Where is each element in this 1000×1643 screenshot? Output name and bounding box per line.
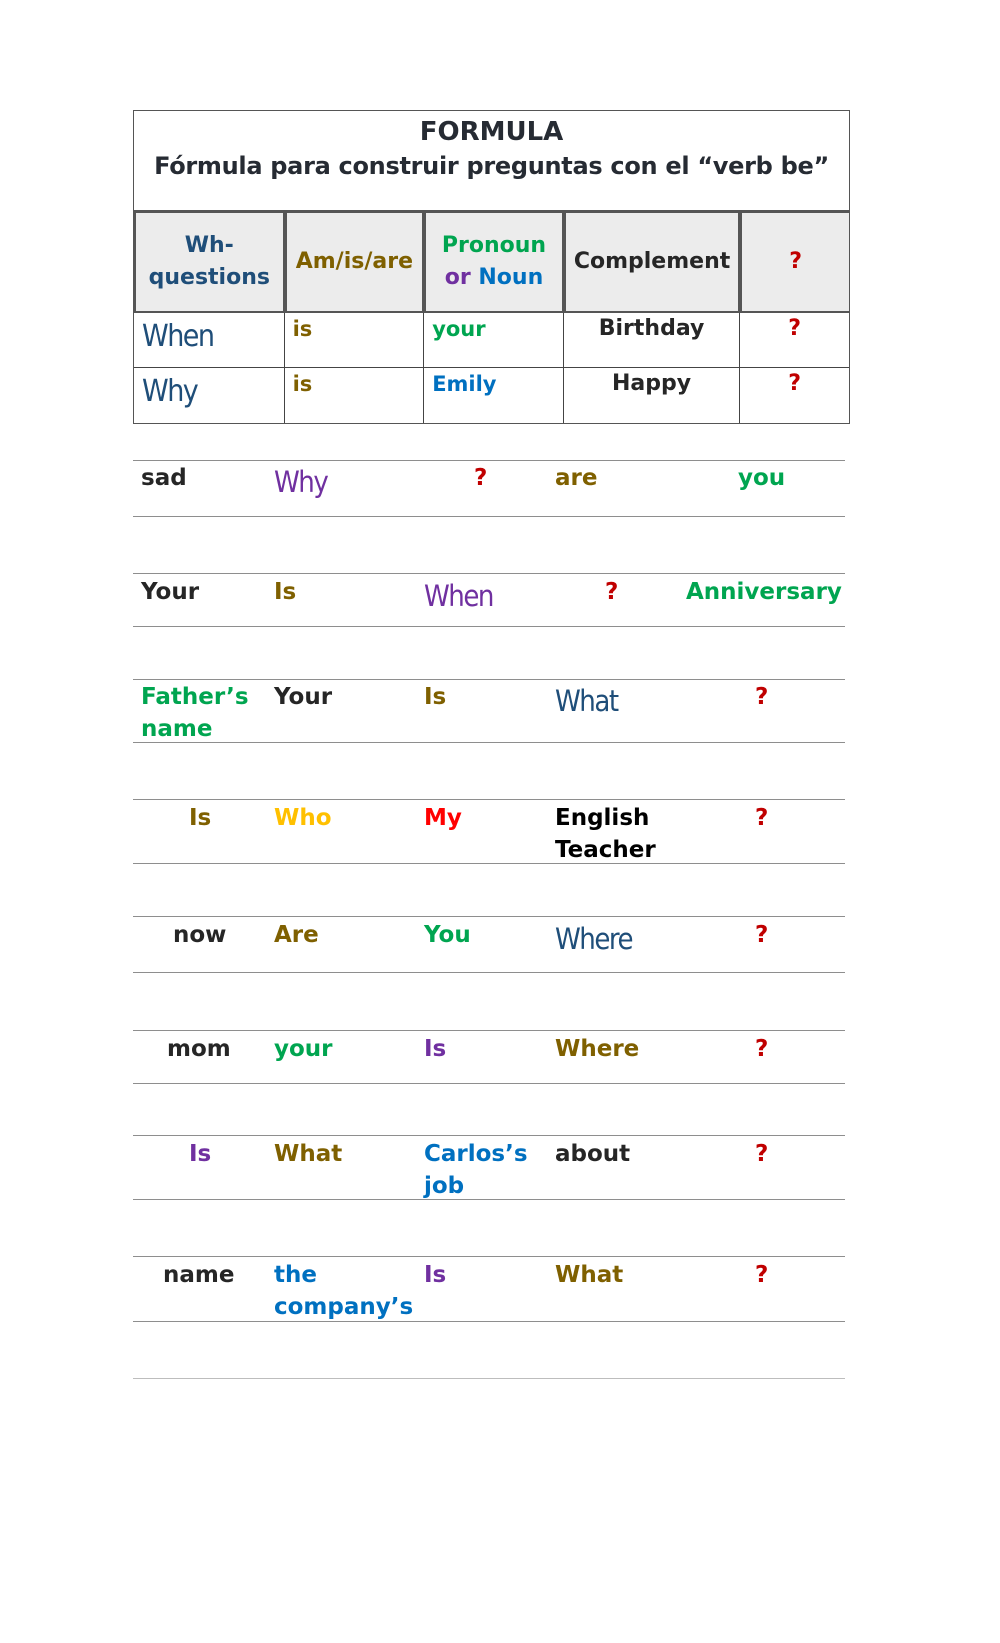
scrambled-word[interactable]: you bbox=[738, 465, 786, 491]
example-pronoun-text: Emily bbox=[432, 372, 497, 396]
header-or-label: or bbox=[444, 265, 479, 290]
scrambled-word[interactable]: Is bbox=[424, 1262, 447, 1288]
example-complement-text: Birthday bbox=[598, 316, 705, 341]
header-verb-be bbox=[285, 211, 425, 313]
scrambled-word[interactable]: English Teacher bbox=[555, 805, 656, 863]
scrambled-word[interactable]: about bbox=[555, 1141, 631, 1167]
example-verb bbox=[285, 313, 425, 368]
header-wh-line1: Wh- bbox=[184, 233, 234, 258]
formula-example-row bbox=[134, 313, 849, 368]
question-mark-icon[interactable]: ? bbox=[755, 684, 769, 710]
divider bbox=[133, 679, 845, 680]
scrambled-word[interactable]: sad bbox=[141, 465, 187, 491]
scrambled-word[interactable]: Is bbox=[189, 805, 212, 831]
answer-line[interactable] bbox=[133, 1199, 845, 1200]
answer-line[interactable] bbox=[133, 863, 845, 864]
scrambled-word[interactable]: Where bbox=[555, 1036, 640, 1062]
example-pronoun bbox=[424, 313, 564, 368]
scrambled-word[interactable]: your bbox=[274, 1036, 333, 1062]
scrambled-word[interactable]: Is bbox=[424, 1036, 447, 1062]
scrambled-word[interactable]: Where bbox=[555, 922, 633, 956]
formula-header-row bbox=[134, 211, 849, 313]
header-pronoun-label: Pronoun bbox=[441, 233, 547, 258]
scrambled-word[interactable]: mom bbox=[167, 1036, 231, 1062]
example-verb-text: is bbox=[292, 317, 313, 341]
question-mark-icon[interactable]: ? bbox=[755, 922, 769, 948]
example-complement bbox=[564, 368, 741, 423]
scrambled-word[interactable]: the company’s bbox=[274, 1262, 414, 1320]
question-mark-icon[interactable]: ? bbox=[474, 465, 488, 491]
scrambled-word[interactable]: Who bbox=[274, 805, 332, 831]
divider bbox=[133, 573, 845, 574]
answer-line[interactable] bbox=[133, 1083, 845, 1084]
header-question-mark bbox=[740, 211, 849, 313]
example-wh-text: When bbox=[142, 319, 214, 354]
header-noun-label: Noun bbox=[478, 265, 544, 290]
scrambled-word[interactable]: Is bbox=[274, 579, 297, 605]
header-pronoun-noun bbox=[424, 211, 564, 313]
divider bbox=[133, 460, 845, 461]
scrambled-word[interactable]: Carlos’s job bbox=[424, 1141, 528, 1199]
scrambled-word[interactable]: name bbox=[163, 1262, 235, 1288]
scrambled-word[interactable]: Is bbox=[424, 684, 447, 710]
question-mark-icon: ? bbox=[788, 371, 802, 396]
scrambled-word[interactable]: Is bbox=[189, 1141, 212, 1167]
example-pronoun bbox=[424, 368, 564, 423]
answer-line[interactable] bbox=[133, 742, 845, 743]
example-complement-text: Happy bbox=[611, 371, 692, 396]
scrambled-word[interactable]: Why bbox=[274, 465, 328, 499]
header-wh-line2: questions bbox=[148, 265, 270, 290]
divider bbox=[133, 1256, 845, 1257]
formula-title-block bbox=[134, 111, 849, 211]
formula-example-row bbox=[134, 368, 849, 423]
scrambled-word[interactable]: Are bbox=[274, 922, 319, 948]
question-mark-icon[interactable]: ? bbox=[755, 1036, 769, 1062]
scrambled-word[interactable]: now bbox=[173, 922, 227, 948]
header-verb-label: Am/is/are bbox=[295, 249, 414, 274]
answer-line[interactable] bbox=[133, 1321, 845, 1322]
example-wh bbox=[134, 313, 285, 368]
divider bbox=[133, 1030, 845, 1031]
answer-line[interactable] bbox=[133, 1378, 845, 1379]
example-wh bbox=[134, 368, 285, 423]
question-mark-icon: ? bbox=[788, 316, 802, 341]
divider bbox=[133, 799, 845, 800]
scrambled-word[interactable]: My bbox=[424, 805, 462, 831]
formula-subtitle: Fórmula para construir preguntas con el “verb be” bbox=[154, 152, 829, 180]
divider bbox=[133, 1135, 845, 1136]
question-mark-icon[interactable]: ? bbox=[605, 579, 619, 605]
answer-line[interactable] bbox=[133, 626, 845, 627]
answer-line[interactable] bbox=[133, 972, 845, 973]
scrambled-word[interactable]: are bbox=[555, 465, 598, 491]
question-mark-icon[interactable]: ? bbox=[755, 805, 769, 831]
question-mark-icon: ? bbox=[789, 249, 803, 274]
scrambled-word[interactable]: When bbox=[424, 579, 493, 613]
scrambled-word[interactable]: Anniversary bbox=[686, 579, 842, 605]
scrambled-word[interactable]: What bbox=[555, 684, 618, 718]
scrambled-word[interactable]: Your bbox=[274, 684, 333, 710]
formula-title: FORMULA bbox=[419, 117, 564, 147]
scrambled-word[interactable]: Your bbox=[141, 579, 200, 605]
example-wh-text: Why bbox=[142, 374, 198, 409]
scrambled-word[interactable]: Father’s name bbox=[141, 684, 249, 742]
header-complement bbox=[564, 211, 741, 313]
header-wh-questions bbox=[134, 211, 285, 313]
header-complement-label: Complement bbox=[573, 249, 731, 274]
example-verb bbox=[285, 368, 425, 423]
example-qmark bbox=[740, 368, 849, 423]
question-mark-icon[interactable]: ? bbox=[755, 1262, 769, 1288]
example-complement bbox=[564, 313, 741, 368]
scrambled-word[interactable]: What bbox=[274, 1141, 343, 1167]
answer-line[interactable] bbox=[133, 516, 845, 517]
formula-table bbox=[133, 110, 850, 424]
scrambled-word[interactable]: You bbox=[424, 922, 471, 948]
example-pronoun-text: your bbox=[432, 317, 486, 341]
question-mark-icon[interactable]: ? bbox=[755, 1141, 769, 1167]
example-qmark bbox=[740, 313, 849, 368]
scrambled-word[interactable]: What bbox=[555, 1262, 624, 1288]
example-verb-text: is bbox=[292, 372, 313, 396]
divider bbox=[133, 916, 845, 917]
